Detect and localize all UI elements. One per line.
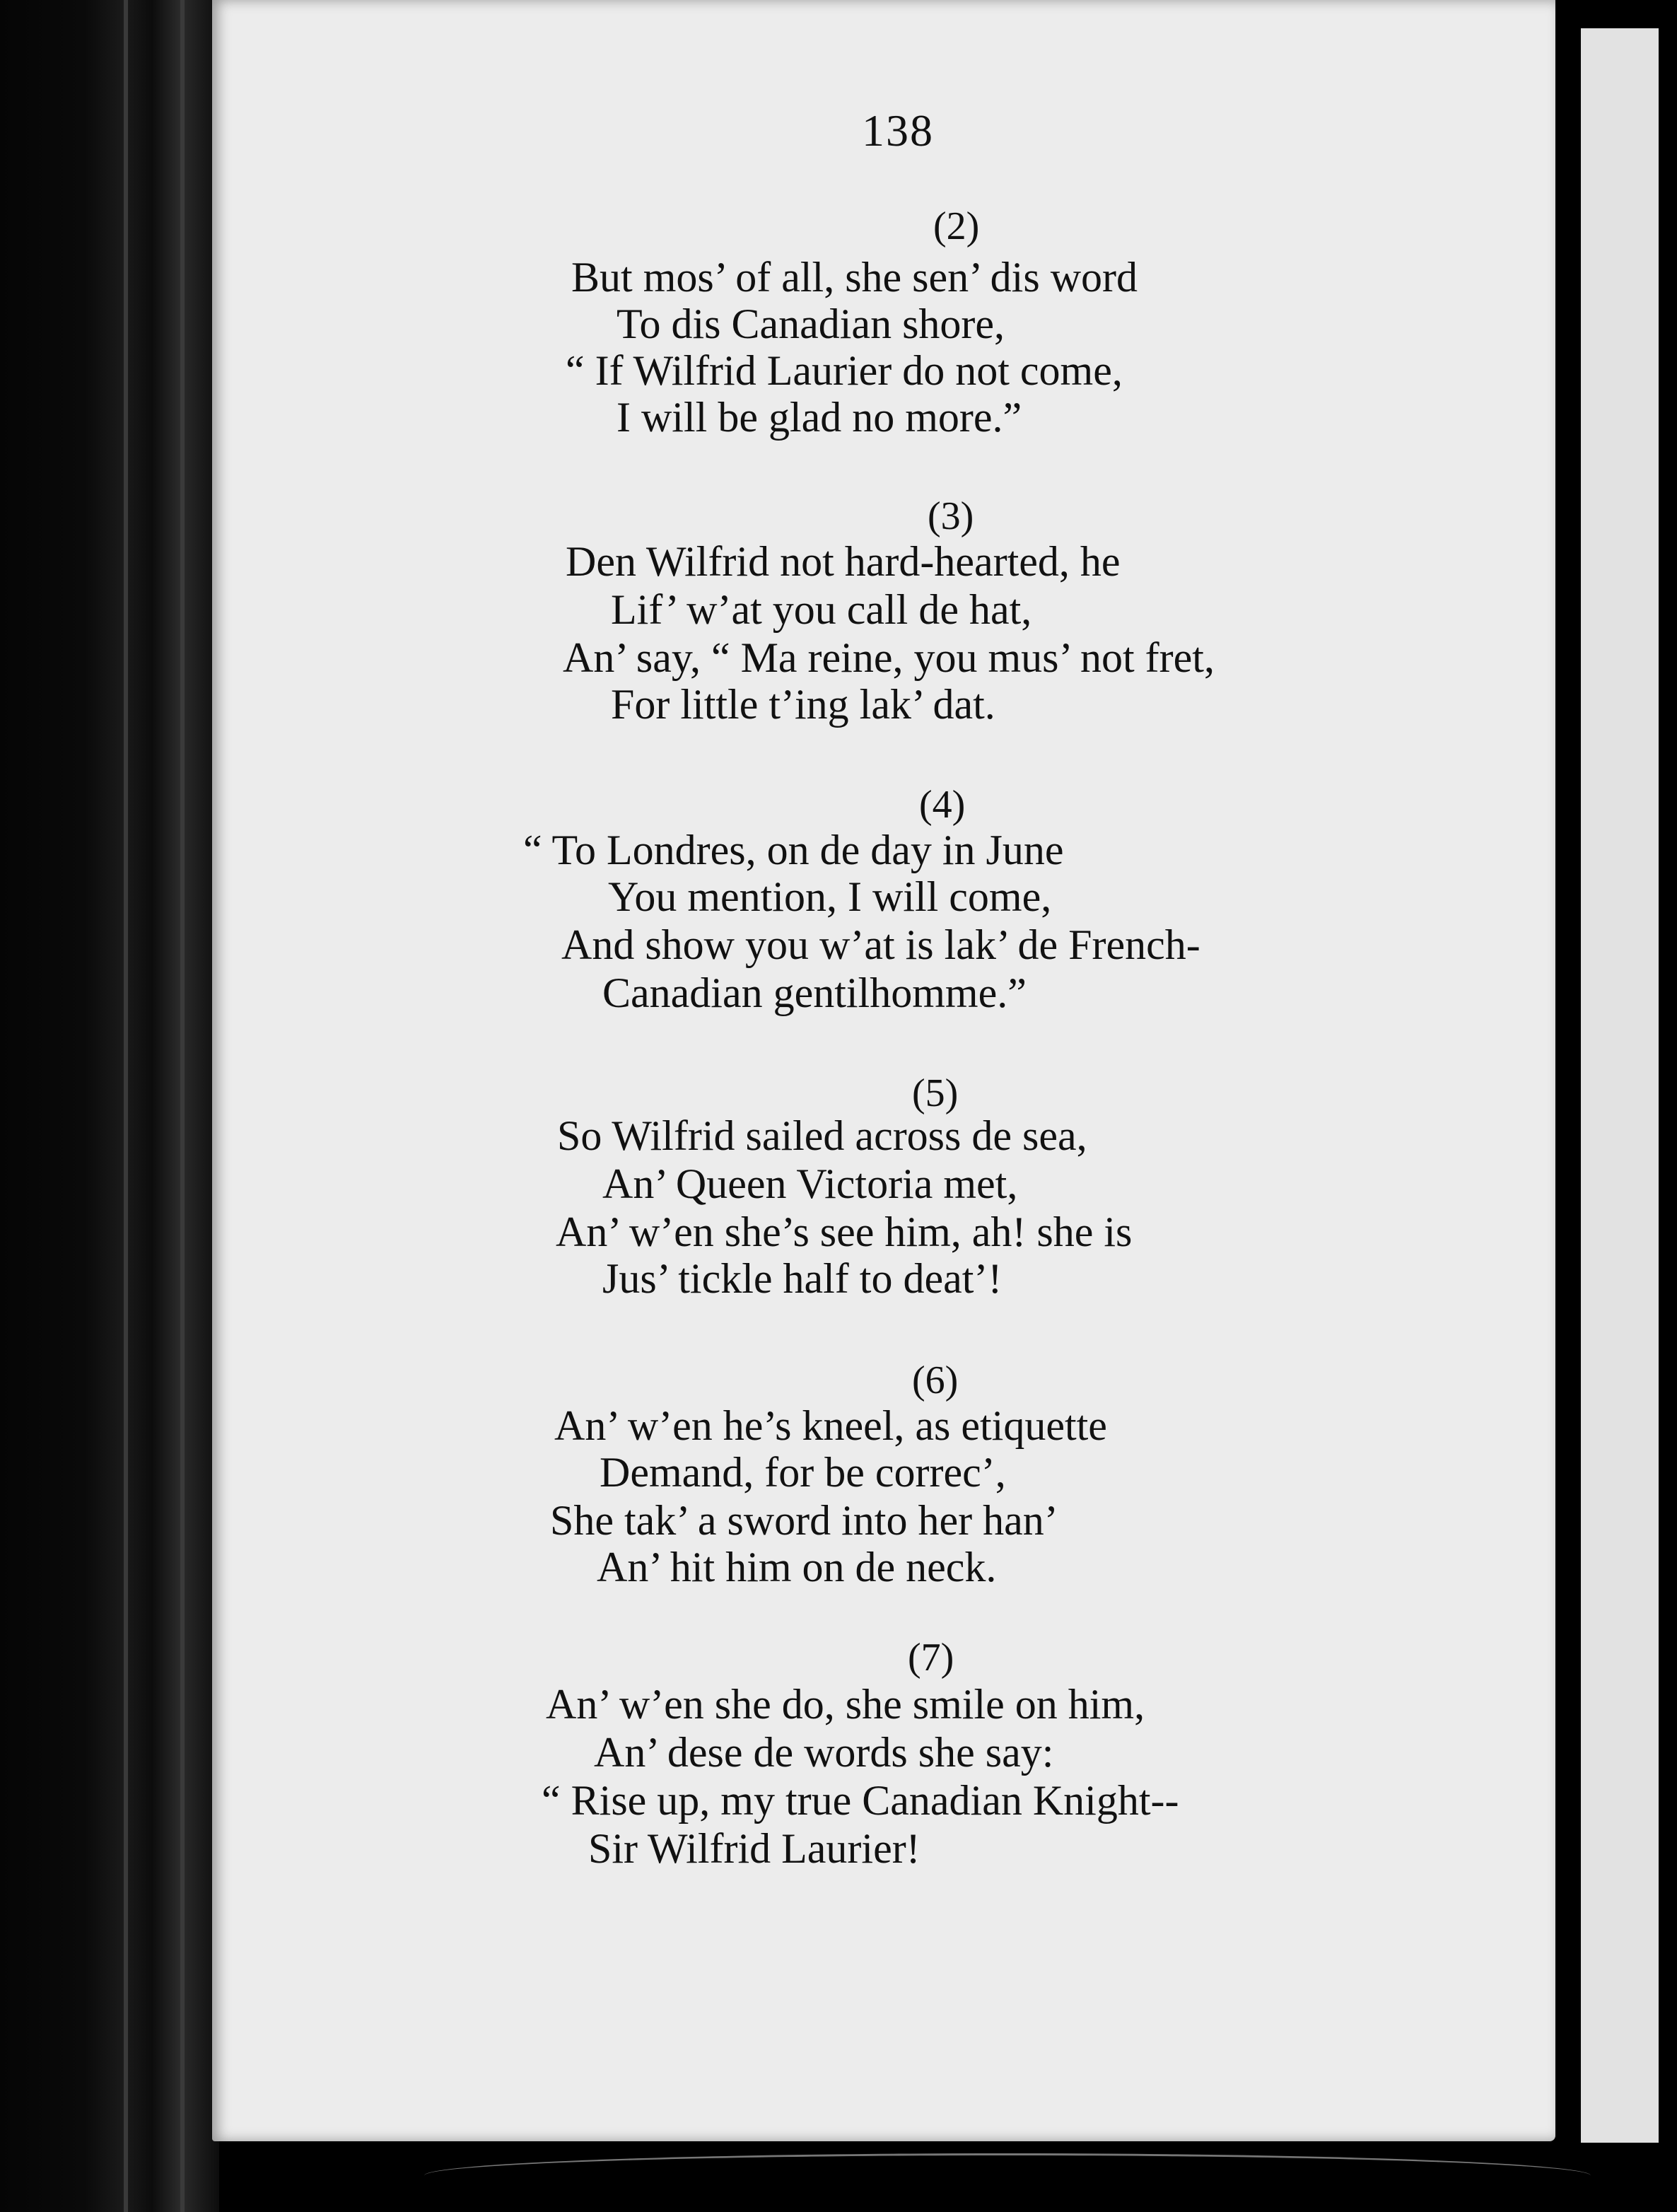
verse-line: An’ w’en she do, she smile on him, (546, 1681, 1145, 1728)
book-spine (0, 0, 219, 2212)
verse-line: “ To Londres, on de day in June (523, 827, 1064, 873)
verse-line: To dis Canadian shore, (617, 301, 1005, 347)
verse-line: But mos’ of all, she sen’ dis word (571, 254, 1138, 301)
verse-line: Jus’ tickle half to deat’! (602, 1255, 1003, 1302)
verse-line: An’ Queen Victoria met, (602, 1160, 1018, 1207)
verse-line: I will be glad no more.” (617, 394, 1022, 441)
verse-line: For little t’ing lak’ dat. (611, 681, 995, 728)
spine-edge-line (180, 0, 185, 2212)
verse-line: And show you w’at is lak’ de French- (561, 921, 1200, 968)
book-page (212, 0, 1555, 2141)
stanza-number: (6) (912, 1358, 959, 1402)
verse-line: “ If Wilfrid Laurier do not come, (566, 347, 1123, 394)
verse-line: Demand, for be correc’, (600, 1449, 1006, 1496)
verse-line: Den Wilfrid not hard-hearted, he (566, 538, 1121, 585)
stanza-number: (3) (928, 494, 974, 538)
page-gutter (1553, 0, 1581, 2212)
verse-line: She tak’ a sword into her han’ (550, 1497, 1058, 1544)
stanza-number: (2) (933, 204, 980, 248)
stanza-number: (7) (908, 1636, 954, 1680)
verse-line: An’ hit him on de neck. (597, 1544, 997, 1590)
verse-line: You mention, I will come, (608, 873, 1052, 920)
verse-line: So Wilfrid sailed across de sea, (557, 1112, 1087, 1159)
verse-line: “ Rise up, my true Canadian Knight-- (542, 1777, 1179, 1824)
verse-line: An’ w’en she’s see him, ah! she is (556, 1209, 1133, 1255)
stanza-number: (4) (919, 783, 966, 827)
verse-line: Canadian gentilhomme.” (602, 970, 1027, 1016)
verse-line: Lif’ w’at you call de hat, (611, 586, 1032, 633)
stanza-number: (5) (912, 1071, 959, 1115)
spine-edge-line (124, 0, 128, 2212)
adjacent-page-edge (1581, 28, 1659, 2143)
page-number: 138 (862, 105, 934, 156)
verse-line: An’ say, “ Ma reine, you mus’ not fret, (563, 634, 1215, 681)
verse-line: An’ w’en he’s kneel, as etiquette (554, 1402, 1107, 1449)
verse-line: An’ dese de words she say: (594, 1729, 1054, 1776)
verse-line: Sir Wilfrid Laurier! (588, 1825, 921, 1872)
scan-page-curl-line (424, 2153, 1591, 2198)
